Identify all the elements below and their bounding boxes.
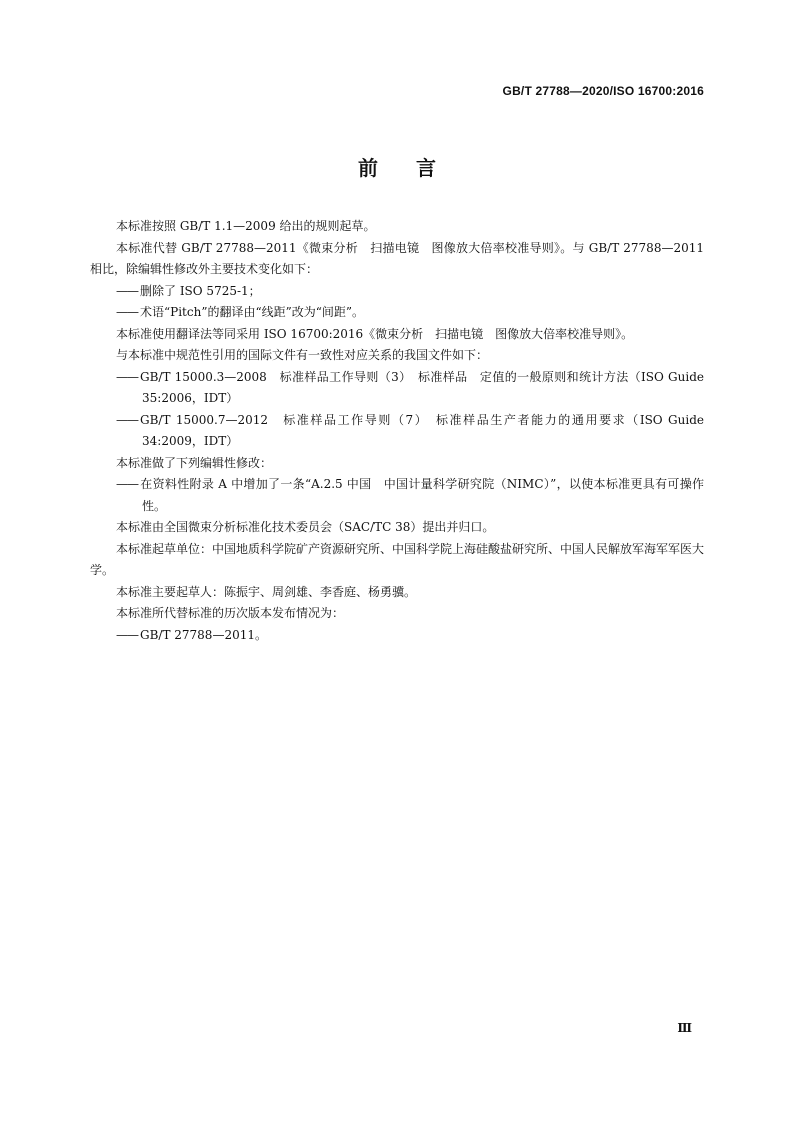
list-item-change [90, 281, 704, 303]
change-text: 删除了 ISO 5725-1； [140, 283, 261, 298]
change-text: 术语“Pitch”的翻译由“线距”改为“间距”。 [140, 305, 364, 319]
dash-mark: —— [116, 412, 138, 427]
dash-mark: —— [116, 283, 138, 298]
dash-mark: —— [116, 627, 138, 642]
page-number: Ⅲ [677, 1021, 692, 1035]
reference-text: GB/T 15000.3—2008 标准样品工作导则（3） 标准样品 定值的一般原则和统计方法（ISO Guide 35:2006，IDT） [140, 369, 708, 405]
history-text: GB/T 27788—2011。 [140, 627, 267, 642]
dash-mark: —— [116, 305, 138, 319]
paragraph-drafters: 本标准主要起草人：陈振宇、周剑雄、李香庭、杨勇骥。 [116, 584, 417, 599]
edit-text: 在资料性附录 A 中增加了一条“A.2.5 中国 中国计量科学研究院（NIMC）”，以使本标准更具有可操作性。 [140, 477, 704, 513]
page-title: 前言 [358, 156, 474, 180]
list-item-reference [90, 367, 708, 410]
list-item-change [90, 302, 704, 324]
paragraph-replaces: 本标准代替 GB/T 27788—2011《微束分析 扫描电镜 图像放大倍率校准导则》。与 GB/T 27788—2011 相比，除编辑性修改外主要技术变化如下： [90, 240, 708, 276]
paragraph-history-intro: 本标准所代替标准的历次版本发布情况为： [116, 606, 345, 620]
reference-text: GB/T 15000.7—2012 标准样品工作导则（7） 标准样品生产者能力的通用要求（ISO Guide 34:2009，IDT） [140, 412, 708, 448]
paragraph-adoption: 本标准使用翻译法等同采用 ISO 16700:2016《微束分析 扫描电镜 图像放大倍率校准导则》。 [116, 326, 634, 341]
list-item-history [90, 625, 704, 647]
dash-mark: —— [116, 477, 138, 491]
list-item-edit [90, 474, 704, 517]
paragraph-drafting-rules: 本标准按照 GB/T 1.1—2009 给出的规则起草。 [116, 219, 376, 233]
paragraph-edits-intro: 本标准做了下列编辑性修改： [116, 455, 273, 470]
standard-code-header: GB/T 27788—2020/ISO 16700:2016 [502, 84, 704, 98]
paragraph-drafting-units: 本标准起草单位：中国地质科学院矿产资源研究所、中国科学院上海硅酸盐研究所、中国人民解放军海军军医大学。 [90, 541, 705, 577]
dash-mark: —— [116, 369, 138, 384]
list-item-reference [90, 410, 708, 453]
foreword-body [90, 216, 708, 646]
paragraph-committee: 本标准由全国微束分析标准化技术委员会（SAC/TC 38）提出并归口。 [116, 520, 495, 534]
paragraph-references-intro: 与本标准中规范性引用的国际文件有一致性对应关系的我国文件如下： [116, 348, 489, 362]
